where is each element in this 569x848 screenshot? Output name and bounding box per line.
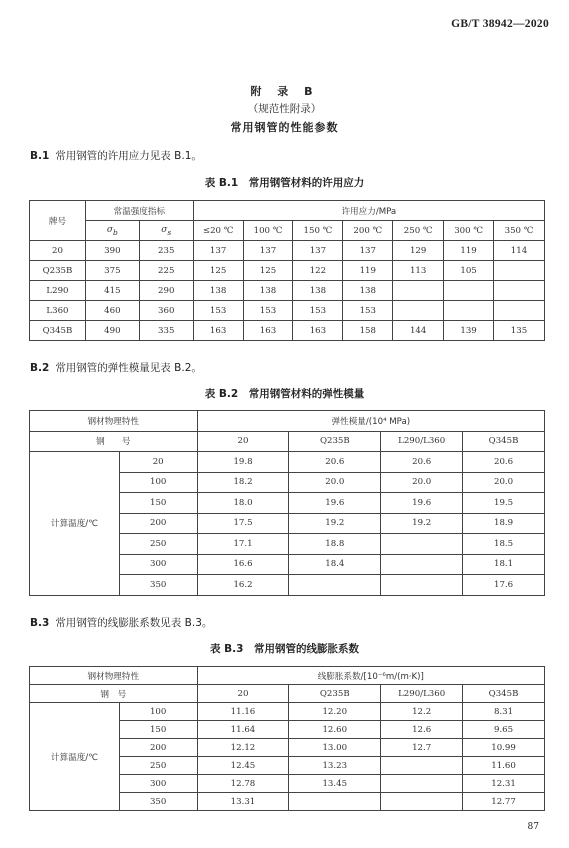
- table-cell: 144: [393, 321, 444, 341]
- table-cell: [494, 301, 545, 321]
- header-cell: $\sigma_s$: [139, 221, 193, 241]
- table-cell: 490: [85, 321, 139, 341]
- table-cell: 19.6: [289, 493, 381, 514]
- table-cell: 119: [444, 241, 494, 261]
- header-cell: 钢 号: [30, 431, 198, 452]
- page-number: 87: [527, 822, 539, 832]
- table-cell: 12.6: [381, 721, 463, 739]
- table-cell: L360: [30, 301, 86, 321]
- header-cell: 100 ℃: [243, 221, 293, 241]
- table-cell: 250: [119, 757, 197, 775]
- table-cell: [381, 775, 463, 793]
- table-cell: 129: [393, 241, 444, 261]
- table-cell: [494, 261, 545, 281]
- table-cell: 137: [243, 241, 293, 261]
- table-cell: 375: [85, 261, 139, 281]
- table-cell: 18.1: [463, 554, 545, 575]
- table-cell: 19.8: [197, 452, 289, 473]
- table-cell: [381, 757, 463, 775]
- table-cell: 200: [119, 739, 197, 757]
- table-header-row: [30, 221, 545, 241]
- table-cell: 17.1: [197, 534, 289, 555]
- table-cell: [393, 301, 444, 321]
- table-cell: 113: [393, 261, 444, 281]
- table-cell: 12.60: [289, 721, 381, 739]
- table-cell: 153: [243, 301, 293, 321]
- header-cell: 牌号: [30, 201, 86, 241]
- standard-number: GB/T 38942—2020: [451, 18, 549, 30]
- table-cell: 138: [293, 281, 343, 301]
- paragraph-b3: [30, 615, 212, 630]
- table-header-row: [30, 667, 545, 685]
- table-cell: [444, 301, 494, 321]
- table-cell: 153: [293, 301, 343, 321]
- header-cell: L290/L360: [381, 685, 463, 703]
- table-cell: 153: [193, 301, 243, 321]
- table-cell: 460: [85, 301, 139, 321]
- table-cell: 19.2: [289, 513, 381, 534]
- table-cell: [393, 281, 444, 301]
- table-cell: [381, 554, 463, 575]
- table-cell: 20.0: [381, 472, 463, 493]
- table-cell: 12.12: [197, 739, 289, 757]
- table-cell: 12.7: [381, 739, 463, 757]
- table-cell: [381, 534, 463, 555]
- table-cell: 125: [243, 261, 293, 281]
- table-b1: [29, 200, 545, 341]
- table-header-row: [30, 431, 545, 452]
- table-row: [30, 241, 545, 261]
- table-cell: 20: [119, 452, 197, 473]
- paragraph-number: B.3: [30, 617, 50, 629]
- table-cell: 200: [119, 513, 197, 534]
- table-cell: 350: [119, 793, 197, 811]
- table-cell: 16.6: [197, 554, 289, 575]
- table-cell: 415: [85, 281, 139, 301]
- table-cell: 20.6: [289, 452, 381, 473]
- table-cell: 19.5: [463, 493, 545, 514]
- header-cell: 弹性模量/(10⁴ MPa): [197, 411, 544, 432]
- header-cell: Q235B: [289, 685, 381, 703]
- table-cell: 122: [293, 261, 343, 281]
- table-cell: [289, 575, 381, 596]
- table-cell: 18.9: [463, 513, 545, 534]
- table-cell: 20: [30, 241, 86, 261]
- table-cell: 20.6: [463, 452, 545, 473]
- table-cell: 9.65: [463, 721, 545, 739]
- table-cell: 19.6: [381, 493, 463, 514]
- header-cell: 钢材物理特性: [30, 667, 198, 685]
- table-cell: 12.45: [197, 757, 289, 775]
- table-cell: 225: [139, 261, 193, 281]
- table-cell: 137: [193, 241, 243, 261]
- table-cell: 139: [444, 321, 494, 341]
- table-cell: 10.99: [463, 739, 545, 757]
- table-cell: Q235B: [30, 261, 86, 281]
- table-b3: [29, 666, 545, 811]
- paragraph-b2: [30, 360, 202, 375]
- table-cell: 12.77: [463, 793, 545, 811]
- table-cell: 13.23: [289, 757, 381, 775]
- table-cell: 11.16: [197, 703, 289, 721]
- table-b2-caption: 表 B.2 常用钢管材料的弹性模量: [204, 388, 365, 400]
- table-row: [30, 321, 545, 341]
- table-cell: 19.2: [381, 513, 463, 534]
- table-cell: 18.2: [197, 472, 289, 493]
- header-cell: 150 ℃: [293, 221, 343, 241]
- paragraph-text: 常用钢管的线膨胀系数见表 B.3。: [55, 617, 213, 629]
- table-b1-caption: 表 B.1 常用钢管材料的许用应力: [204, 177, 365, 189]
- table-cell: 105: [444, 261, 494, 281]
- table-cell: 20.0: [289, 472, 381, 493]
- table-cell: 18.4: [289, 554, 381, 575]
- table-cell: [494, 281, 545, 301]
- table-cell: 20.0: [463, 472, 545, 493]
- table-cell: 13.00: [289, 739, 381, 757]
- table-cell: 12.2: [381, 703, 463, 721]
- table-cell: 150: [119, 721, 197, 739]
- header-cell: Q235B: [289, 431, 381, 452]
- header-cell: 20: [197, 431, 289, 452]
- table-cell: 138: [243, 281, 293, 301]
- table-cell: 153: [343, 301, 393, 321]
- table-cell: 12.20: [289, 703, 381, 721]
- table-cell: 20.6: [381, 452, 463, 473]
- paragraph-number: B.2: [30, 362, 50, 374]
- table-cell: 235: [139, 241, 193, 261]
- table-cell: 11.60: [463, 757, 545, 775]
- table-cell: 18.5: [463, 534, 545, 555]
- header-cell: 200 ℃: [343, 221, 393, 241]
- table-b3-caption: 表 B.3 常用钢管的线膨胀系数: [210, 643, 359, 655]
- header-cell: Q345B: [463, 431, 545, 452]
- table-cell: 300: [119, 554, 197, 575]
- header-cell: Q345B: [463, 685, 545, 703]
- table-cell: 137: [343, 241, 393, 261]
- table-cell: 390: [85, 241, 139, 261]
- header-cell: 250 ℃: [393, 221, 444, 241]
- table-cell: 250: [119, 534, 197, 555]
- header-cell: 20: [197, 685, 289, 703]
- table-cell: 17.5: [197, 513, 289, 534]
- header-cell: 常温强度指标: [85, 201, 193, 221]
- table-header-row: [30, 411, 545, 432]
- paragraph-b1: [30, 148, 202, 163]
- table-cell: 8.31: [463, 703, 545, 721]
- table-cell: [381, 575, 463, 596]
- table-cell: L290: [30, 281, 86, 301]
- header-cell: ≤20 ℃: [193, 221, 243, 241]
- table-header-row: [30, 201, 545, 221]
- table-cell: 290: [139, 281, 193, 301]
- table-cell: 119: [343, 261, 393, 281]
- paragraph-text: 常用钢管的许用应力见表 B.1。: [55, 150, 202, 162]
- paragraph-text: 常用钢管的弹性模量见表 B.2。: [55, 362, 202, 374]
- table-row: [30, 301, 545, 321]
- table-cell: 138: [193, 281, 243, 301]
- table-header-row: [30, 685, 545, 703]
- table-cell: 12.78: [197, 775, 289, 793]
- table-cell: 114: [494, 241, 545, 261]
- header-cell: 350 ℃: [494, 221, 545, 241]
- appendix-type: （规范性附录）: [247, 103, 322, 115]
- header-cell: 许用应力/MPa: [193, 201, 544, 221]
- table-cell: 11.64: [197, 721, 289, 739]
- header-cell: $\sigma_b$: [85, 221, 139, 241]
- header-cell: 钢材物理特性: [30, 411, 198, 432]
- table-cell: 18.0: [197, 493, 289, 514]
- header-cell: 线膨胀系数/[10⁻⁶m/(m·K)]: [197, 667, 544, 685]
- appendix-title: 常用钢管的性能参数: [230, 121, 339, 134]
- table-row: [30, 452, 545, 473]
- table-cell: 158: [343, 321, 393, 341]
- row-group-label: 计算温度/℃: [30, 703, 120, 811]
- table-cell: 18.8: [289, 534, 381, 555]
- table-row: [30, 281, 545, 301]
- table-row: [30, 261, 545, 281]
- table-cell: Q345B: [30, 321, 86, 341]
- table-cell: 138: [343, 281, 393, 301]
- table-cell: 360: [139, 301, 193, 321]
- header-cell: 钢 号: [30, 685, 198, 703]
- table-cell: 150: [119, 493, 197, 514]
- table-cell: 100: [119, 472, 197, 493]
- table-cell: 125: [193, 261, 243, 281]
- row-group-label: 计算温度/℃: [30, 452, 120, 596]
- table-cell: [289, 793, 381, 811]
- table-cell: 13.31: [197, 793, 289, 811]
- header-cell: 300 ℃: [444, 221, 494, 241]
- table-cell: 17.6: [463, 575, 545, 596]
- table-cell: 335: [139, 321, 193, 341]
- table-cell: 137: [293, 241, 343, 261]
- table-cell: [381, 793, 463, 811]
- header-cell: L290/L360: [381, 431, 463, 452]
- table-cell: 135: [494, 321, 545, 341]
- table-cell: 163: [243, 321, 293, 341]
- table-row: [30, 703, 545, 721]
- table-cell: 163: [193, 321, 243, 341]
- table-cell: 163: [293, 321, 343, 341]
- table-cell: 12.31: [463, 775, 545, 793]
- table-cell: [444, 281, 494, 301]
- table-cell: 100: [119, 703, 197, 721]
- paragraph-number: B.1: [30, 150, 50, 162]
- table-cell: 16.2: [197, 575, 289, 596]
- table-cell: 13.45: [289, 775, 381, 793]
- table-cell: 350: [119, 575, 197, 596]
- table-b2: [29, 410, 545, 596]
- table-cell: 300: [119, 775, 197, 793]
- appendix-label: 附 录 B: [250, 85, 319, 98]
